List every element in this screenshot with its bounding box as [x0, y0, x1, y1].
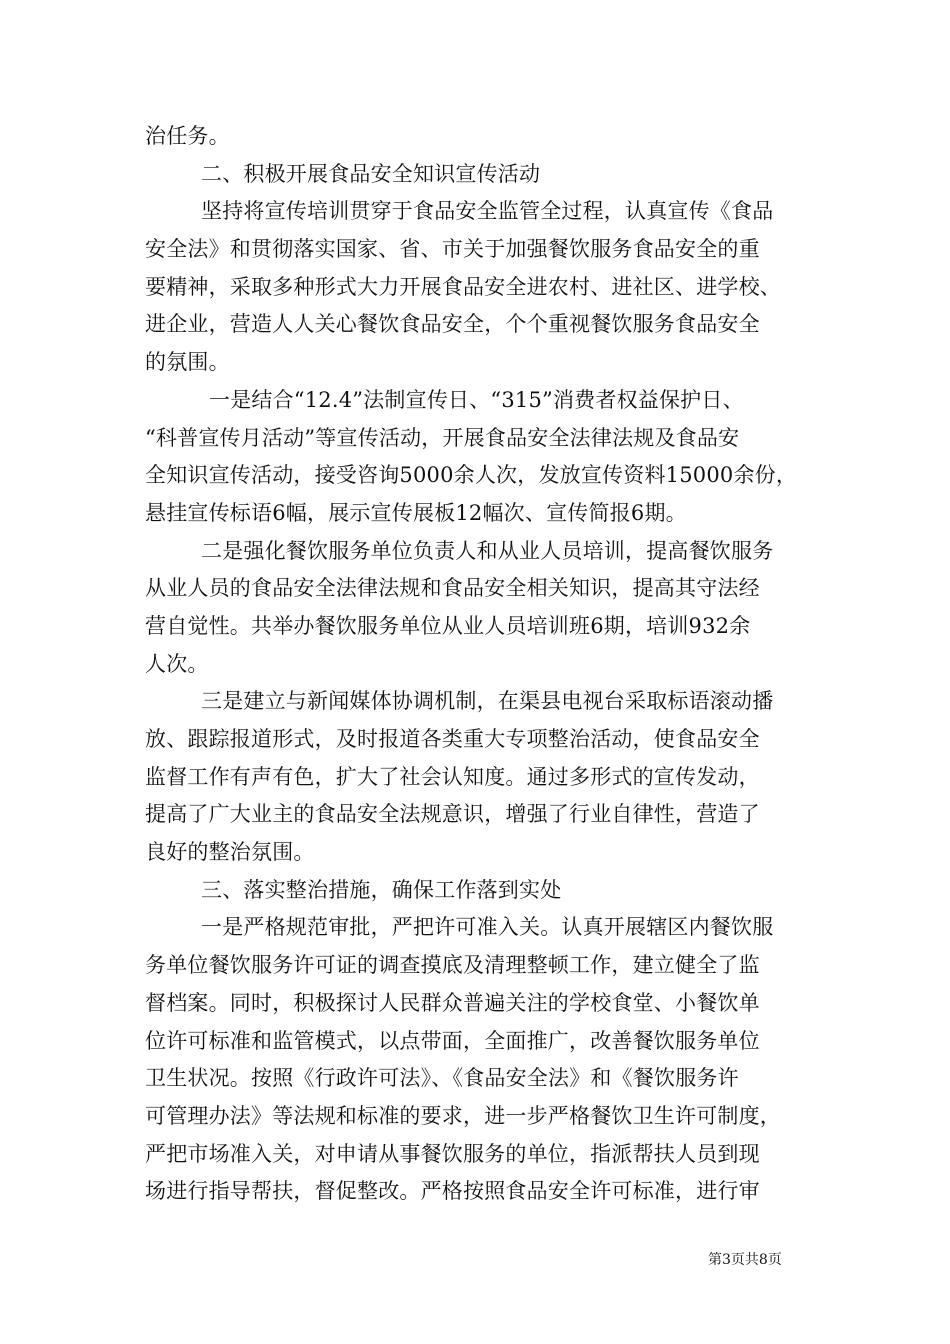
text-line: 位许可标准和监管模式，以点带面，全面推广，改善餐饮服务单位 [145, 1028, 760, 1053]
text-line: 安全法》和贯彻落实国家、省、市关于加强餐饮服务食品安全的重 [145, 237, 760, 262]
page-number: 第3页共8页 [708, 1252, 782, 1268]
text-line: 放、跟踪报道形式，及时报道各类重大专项整治活动，使食品安全 [145, 727, 760, 751]
text-line: 二是强化餐饮服务单位负责人和从业人员培训，提高餐饮服务 [201, 538, 774, 563]
section-heading: 三、落实整治措施，确保工作落到实处 [201, 877, 562, 902]
text-line: 的氛围。 [145, 350, 230, 375]
text-line: 严把市场准入关，对申请从事餐饮服务的单位，指派帮扶人员到现 [145, 1141, 760, 1166]
section-heading: 二、积极开展食品安全知识宣传活动 [201, 161, 541, 186]
text-line: 场进行指导帮扶，督促整改。严格按照食品安全许可标准，进行审 [145, 1179, 760, 1204]
text-line: 良好的整治氛围。 [145, 840, 315, 865]
text-line: 从业人员的食品安全法律法规和食品安全相关知识，提高其守法经 [145, 576, 760, 601]
text-line: 三是建立与新闻媒体协调机制，在渠县电视台采取标语滚动播 [201, 689, 774, 714]
text-line: 全知识宣传活动，接受咨询5000余人次，发放宣传资料15000余份， [145, 463, 798, 488]
text-line: 监督工作有声有色，扩大了社会认知度。通过多形式的宣传发动， [145, 764, 760, 789]
text-line: “科普宣传月活动”等宣传活动，开展食品安全法律法规及食品安 [145, 425, 740, 450]
text-line: 务单位餐饮服务许可证的调查摸底及清理整顿工作，建立健全了监 [145, 953, 760, 978]
text-line: 提高了广大业主的食品安全法规意识，增强了行业自律性，营造了 [145, 802, 760, 827]
text-line: 坚持将宣传培训贯穿于食品安全监管全过程，认真宣传《食品 [201, 199, 774, 224]
text-line: 进企业，营造人人关心餐饮食品安全，个个重视餐饮服务食品安全 [145, 312, 760, 337]
text-line: 卫生状况。按照《行政许可法》、《食品安全法》和《餐饮服务许 [145, 1066, 739, 1091]
text-line: 治任务。 [145, 124, 230, 148]
text-line: 一是严格规范审批，严把许可准入关。认真开展辖区内餐饮服 [201, 915, 774, 940]
document-body [145, 118, 825, 1211]
text-line: 悬挂宣传标语6幅，展示宣传展板12幅次、宣传简报6期。 [145, 500, 687, 525]
text-line: 要精神，采取多种形式大力开展食品安全进农村、进社区、进学校、 [145, 274, 781, 299]
text-line: 可管理办法》等法规和标准的要求，进一步严格餐饮卫生许可制度， [145, 1103, 781, 1128]
text-line: 督档案。同时，积极探讨人民群众普遍关注的学校食堂、小餐饮单 [145, 990, 760, 1015]
text-line: 一是结合“12.4”法制宣传日、“315”消费者权益保护日、 [209, 387, 744, 412]
text-line: 人次。 [145, 651, 209, 676]
text-line: 营自觉性。共举办餐饮服务单位从业人员培训班6期，培训932余 [145, 613, 751, 638]
